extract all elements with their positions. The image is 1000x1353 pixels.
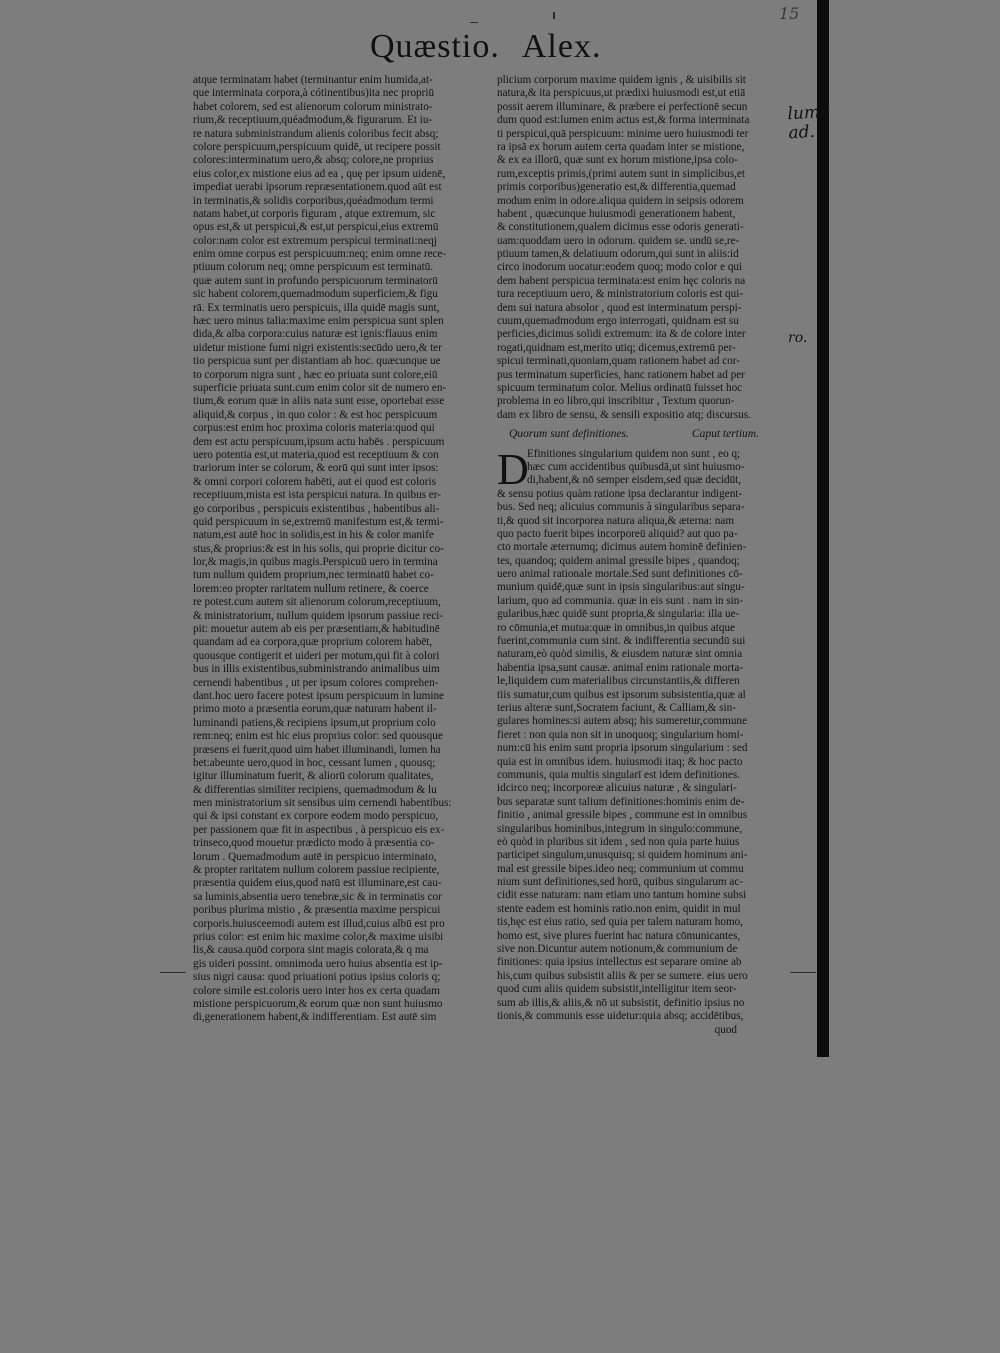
text-line: & differentias similiter recipiens, quemadmodum & lu [193,783,437,796]
text-line: dem sui natura absolor , quod est interminatum perspi- [497,301,742,314]
text-line: colore perspicuum,perspicuum quidē, ut recipere possit [193,140,441,153]
text-line: bet:abeunte uero,quod in hoc, cessant lumen , quousq; [193,756,436,769]
stray-mark [790,972,816,973]
text-line: uero potentia est,ut materia,quod est receptiuum & con [193,448,439,461]
text-line: sius nigri causa: quod priuationi potius ipsius coloris q; [193,971,441,984]
text-line: impediat uerabi ipsorum repræsentationem.quod aūt est [193,181,442,194]
text-line: habent , quæcunque huiusmodi generationem habent, [497,207,736,220]
text-line: aliquid,& corpus , in quo color : & est hoc perspicuum [193,408,438,421]
text-line: ti,& quod sit incorporea natura aliqua,& æterna: nam [497,514,735,527]
text-line: ptiuum colorum neq; omne perspicuum est terminatū. [193,261,434,274]
text-line: tura receptiuum uero, & ministratorium coloris est qui- [497,288,744,301]
text-line: colore simile est.coloris uero inter hos ex certa quadam [193,984,440,997]
text-line: prius color: est enim hic maxime color,& maxime uisibi [193,931,444,943]
text-line: go corporibus , perspicuis existentibus , habentibus ali- [193,502,440,515]
text-line: in terminatis,& solidis corporibus,quéadmodum termi [193,194,434,207]
text-line: ptiuum tamen,& delatiuum odorum,qui sunt in aliis:id [497,248,739,261]
text-line: atque terminatam habet (terminantur enim humida,at- [193,74,433,86]
text-line: possit aerem illuminare, & præbere ei perfectionē secun [497,100,748,113]
text-line: mistione perspicuorum,& eorum quæ non sunt huiusmo [193,997,443,1010]
binding-edge-bar [817,0,829,1057]
text-line: eius color,ex mistione eius ad ea , quę per ipsum uidenē, [193,167,446,180]
chapter-label: Caput tertium. [691,428,759,441]
text-line: & propter raritatem nullum colorem passiue recipiente, [193,864,440,877]
right-column-lower-text [497,488,789,1024]
text-line: men ministratorium sit sensibus uim cernendi habentibus: [193,797,452,810]
text-line: fuerint,communia cum sint. & indifferentia secundū sui [497,635,746,648]
text-line: habet colorem, sed est alienorum colorum ministrato- [193,100,433,113]
text-line: hæc uero minus talia:maxime enim perspicua sunt splen [193,315,444,328]
text-line: quæ autem sunt in profundo perspicuorum terminatorū [193,274,438,287]
text-line: quousque contigerit et uideri per motum,qui fit à colori [193,649,440,662]
text-line: tis,hęc est eius ratio, sed quia per talem naturam homo, [497,916,744,929]
text-line: rem:neq; enim est hic eius proprius color: sed quousque [193,730,443,743]
text-line: corpus:est enim hoc proxima coloris materia:quod qui [193,422,435,435]
text-line: idcirco neq; incorporeæ alicuius naturæ , & singulari- [497,782,737,795]
text-line: uidetur mistione fumi nigri existentis:secūdo uero,& ter [193,341,442,354]
text-line: primis corporibus)generatio est,& differentia,quemad [497,181,736,194]
text-line: nium sunt definitiones,sed horū, quibus singularum ac- [497,876,744,889]
text-line: corporis.huiusceemodi autem est illud,cuius albū est pro [193,917,445,930]
text-line: lor,& magis,in quibus magis.Perspicuū uero in termina [193,556,438,569]
text-line: cto mortale æternumq; dicimus autem hominē definien- [497,541,747,554]
text-line: uero animal rationale mortale.Sed sunt definitiones cō- [497,568,743,581]
text-line: tiis sumatur,cum quibus est ipsorum subsistentia,quæ al [497,688,746,701]
text-line: rum,exceptis primis,(primi autem sunt in simplicibus,et [497,167,745,180]
text-line: larium, quo ad communia. quæ in eis sunt . nam in sin- [497,594,744,607]
text-line: sic habent colorem,quemadmodum superficiem,& figu [193,288,438,301]
text-line: sa luminis,absentia uero tenebræ,sic & in terminatis cor [193,890,442,903]
text-line: que interminata corpora,à cótinentibus)ita nec propriū [193,87,435,100]
text-line: Efinitiones singularium quidem non sunt , eo q; [527,447,741,460]
text-line: mal est gressile bipes.ideo neq; communium ut commu [497,862,744,875]
text-line: naturam,eò quòd similis, & eiusdem naturæ sint omnia [497,648,743,661]
text-line: dant.hoc uero facere potest ipsum perspicuum in lumine [193,689,445,702]
text-line: terius alteræ sunt,Socratem faciunt, & Calliam,& sin- [497,701,736,714]
text-line: superficie priuata sunt.cum enim color sit de numero en- [193,381,447,394]
text-line: tium,& eorum quæ in aliis nata sunt esse, oportebat esse [193,395,445,408]
text-line: dem est actu perspicuum,ipsum actu habēs . perspicuum [193,435,445,448]
stray-mark [160,972,186,973]
text-line: primo moto a præsentia eorum,quæ naturam habent il- [193,703,437,716]
text-line: communis, quia multis singularī est idem definitiones. [497,768,740,781]
text-line: sive non.Dicuntur autem notionum,& communium de [497,943,738,956]
text-line: cidit esse naturam: nam etiam uno tantum homine subsi [497,889,747,902]
text-line: ti perspicui,quā perspicuum: minime uero huiusmodi ter [497,127,749,140]
text-line: gulares homines:si autem absq; his sumeretur,commune [497,715,747,728]
text-line: præsens ei fuerit,quod uim habet illuminandi, lumen ha [193,743,441,756]
corner-pencil-mark: 15 [779,4,800,23]
text-line: lorum . Quemadmodum autē in perspicuo interminato, [193,850,437,863]
handwritten-margin-mark: ro. [788,330,808,346]
text-line: natum,est autē hoc in solidis,est in his & color manife [193,529,434,542]
text-line: sum ab illis,& aliis,& nō ut subsistit, definitio ipsius no [497,996,745,1009]
text-line: modum enim in odore.aliqua quidem in seipsis odorem [497,194,744,207]
text-line: lorem:eo propter raritatem nullum retinere, & coerce [193,582,429,595]
text-line: dida,& alba corpora:cuius naturæ est ignis:flauus enim [193,328,438,341]
text-line: uam:quoddam uero in odorum. quidem se. undū se,re- [497,234,740,247]
text-line: pit: mouetur autem ab eis per præsentiam,& habitudinē [193,623,440,636]
dropcap-letter: D [497,444,529,494]
left-text-column [193,74,485,1025]
text-line: ra ipsā ex horum autem certa quadam inter se mistione, [497,140,745,153]
text-line: luminandi patiens,& recipiens ipsum,ut proprium colo [193,716,436,729]
text-line: tionis,& communis esse uidetur:quia absq; accidētibus, [497,1009,744,1022]
text-line: & constitutionem,qualem dicimus esse odoris generati- [497,221,744,234]
text-line: tum nullum quidem proprium,nec terminatū habet co- [193,569,434,582]
text-line: color:nam color est extremum perspicui terminati:neqj [193,234,437,247]
text-line: dam ex libro de sensu, & sensili expositio atq; discursus. [497,408,751,421]
text-line: gularibus,hæc quidē sunt propria,& singularia: illa ue- [497,608,740,621]
text-line: dum quod est:lumen enim actus est,& forma interminata [497,114,750,127]
text-line: bus in illis existentibus,subministrando animalibus uim [193,663,440,676]
text-line: plicium corporum maxime quidem ignis , & uisibilis sit [497,74,746,86]
text-line: & ex ea illorū, quæ sunt ex horum mistione,ipsa colo- [497,154,738,167]
text-line: participet singulum,unusquisq; si quidem hominum ani- [497,849,748,862]
text-line: poribus plurima mistio , & præsentia maxime perspicui [193,904,441,917]
text-line: stus,& proprius:& est in his solis, qui proprie dicitur co- [193,542,444,555]
text-line: tes, quandoq; quidem animal gressile bipes , quandoq; [497,554,740,567]
text-line: finitio , animal gressile bipes , commune est in omnibus [497,809,748,822]
text-line: trariorum inter se colorum, & eorū qui sunt inter ipsos: [193,462,439,475]
right-text-column [497,74,789,1038]
text-line: num:cū his enim sunt propria ipsorum singularium : sed [497,742,748,755]
text-line: igitur illuminatum fuerit, & aliorū colorum qualitates, [193,770,434,783]
text-line: receptiuum,mista est ista perspicui natura. In quibus er- [193,489,442,502]
text-line: di,habent,& nō semper eisdem,sed quæ decidūt, [527,474,742,487]
running-header [370,28,630,66]
text-line: cuum,quemadmodum ergo interrogati, quidnam est su [497,315,739,328]
text-line: stente eadem est hominis ratio.non enim, quidit in mul [497,902,741,915]
text-line: natam habet,ut corporis figuram , atque extremum, sic [193,207,436,220]
text-line: trinseco,quod mouetur prædicto modo à præsentia co- [193,837,435,850]
chapter-heading: Quorum sunt definitiones. [509,428,629,441]
right-column-upper-text [497,74,789,422]
text-line: quia est in omnibus idem. huiusmodi itaq; & hoc pacto [497,755,743,768]
text-line: rā. Ex terminatis uero perspicuis, illa quidē magis sunt, [193,301,440,314]
text-line: his,cum quibus subsistit aliis & per se sumere. eius uero [497,969,748,982]
text-line: lis,& causa.quōd corpora sint magis colorata,& q ma [193,944,429,957]
text-line: per passionem quæ fit in aspectibus , à perspicuo eis ex- [193,823,445,836]
text-line: ro cōmunia,et mutua:quæ in omnibus,in quibus atque [497,621,736,634]
text-line: re potest.cum autem sit alienorum colorum,receptiuum, [193,596,441,609]
text-line: tio perspicua sunt per distantiam ab hoc. quæcunque ue [193,355,441,368]
text-line: le,liquidem cum materialibus circunstantiis,& differen [497,675,740,688]
text-line: rogati,quidnam est,merito utiq; dicemus,extremū per- [497,341,736,354]
text-line: quid perspicuum in se,extremū manifestum est,& termi- [193,515,444,528]
stray-mark [470,22,478,23]
text-line: præsentia quidem eius,quod natū est illuminare,est cau- [193,877,442,890]
text-line: quod cum aliis quidem subsistit,intelligitur item seor- [497,983,737,996]
handwritten-margin-note: lume ad. [786,102,831,144]
header-word-quaestio: Quæstio. [370,28,500,65]
text-line: perficies,dicimus solidi extremum: ita & de colore inter [497,328,746,341]
header-word-alex: Alex. [521,28,602,65]
text-line: quo pacto fuerit bipes incorporeū aliquid? aut quo pa- [497,527,738,540]
text-line: circo inodorum uocatur:eodem quoq; modo color e qui [497,261,743,274]
text-line: & ministratorium, nullum quidem ipsorum passiue reci- [193,609,444,622]
text-line: colores:interminatum uero,& absq; colore,ne proprius [193,154,434,167]
text-line: quandam ad ea corpora,quæ proprium colorem habēt, [193,636,433,649]
text-line: spicui terminati,quoniam,quam rationem habet ad cor- [497,355,741,368]
text-line: spicuum terminatum color. Melius ordinatū fuisset hoc [497,381,743,394]
text-line: rium,& receptiuum,quéadmodum,& figurarum. Et iu- [193,114,433,127]
text-line: habentia ipsa,sunt causæ. animal enim rationale morta- [497,661,744,674]
text-line: & omni corpori colorem habēti, aut ei quod est coloris [193,475,436,488]
text-line: singularibus hominibus,integrum in singulo:commune, [497,822,743,835]
text-line: fieret : non quia non sit in unoquoq; singularium homi- [497,728,744,741]
text-line: to corporum nigra sunt , hæc eo priuata sunt colore,eiū [193,368,438,381]
text-line: qui & ipsi constant ex corpore eodem modo perspicuo, [193,810,439,823]
stray-mark [553,12,555,19]
text-line: hæc cum accidentibus quibusdā,ut sint huiusmo- [527,460,745,473]
text-line: re natura subministrandum alienis coloribus fecit absq; [193,127,439,140]
text-line: natura,& ita perspicuus,ut prædixi huiusmodi est,ut etiā [497,87,746,100]
text-line: homo est, sive plures fuerint hac natura cōmunicantes, [497,929,741,942]
text-line: bus separatæ sunt talium definitiones:hominis enim de- [497,795,745,808]
text-line: enim omne corpus est perspicuum:neq; enim omne rece- [193,248,447,261]
text-line: cernendi habentibus , ut per ipsum colores comprehen- [193,676,439,689]
text-line: di,generationem habent,& indifferentiam. Est autē sim [193,1011,437,1024]
catchword: quod [714,1024,737,1037]
text-line: eò quòd in pluribus sit idem , sed non quia parte huius [497,835,740,848]
chapter-heading-row [497,428,789,441]
text-line: opus est,& ut perspicui,& est,ut perspicui,eius extremū [193,221,439,234]
text-line: dem habent perspicua terminata:est enim hęc coloris na [497,274,746,287]
text-line: bus. Sed neq; alicuius communis à singularibus separa- [497,501,745,514]
text-line: pus terminatum superficies, hanc rationem habet ad per [497,368,745,381]
text-line: munium quidē,quæ sunt in ipsis singularibus:aut singu- [497,581,745,594]
text-line: & sensu potius quàm ratione ipsa declarantur indigent- [497,487,743,500]
text-line: problema in eo libro,qui inscribitur , Textum quorun- [497,395,735,408]
text-line: finitiones: quia ipsius intellectus est separare omine ab [497,956,742,969]
text-line: gis uideri possint. omnimoda uero huius absentia est ip- [193,957,443,970]
